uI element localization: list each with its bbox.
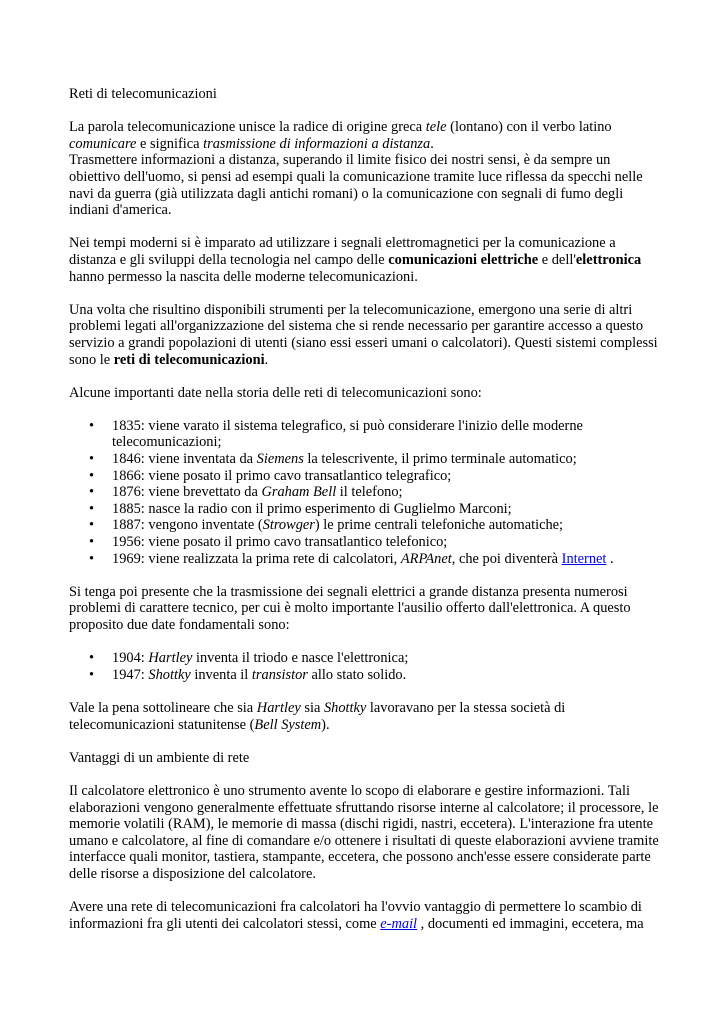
bullet-icon: • <box>89 451 95 468</box>
bullet-icon: • <box>89 666 95 683</box>
section-heading: Vantaggi di un ambiente di rete <box>69 749 250 766</box>
bullet-icon: • <box>89 500 95 517</box>
list-item: • 1956: viene posato il primo cavo transatlantico telefonico; <box>89 534 448 551</box>
list-item: • 1904: Hartley inventa il triodo e nasce l'elettronica; <box>89 650 409 667</box>
bullet-icon: • <box>89 417 95 434</box>
list-item: • 1876: viene brevettato da Graham Bell il telefono; <box>89 484 403 501</box>
list-item: • 1947: Shottky inventa il transistor allo stato solido. <box>89 666 407 683</box>
bullet-icon: • <box>89 534 95 551</box>
intro-paragraph: La parola telecomunicazione unisce la radice di origine greca tele (lontano) con il verbo latino comunicare e significa trasmissione di informazioni a distanza. Trasmettere informazioni a distanza, superando il limite fisico dei nostri sensi, è da sempre un obiettivo dell'uomo, si pensi ad esempi quali la comunicazione tramite luce riflessa da specchi nelle navi da guerra (già utilizzata dagli antichi romani) o la comunicazione con segnali di fumo degli indiani d'america. <box>69 119 643 219</box>
email-link[interactable]: e-mail <box>380 915 418 932</box>
list-item: • 1866: viene posato il primo cavo transatlantico telegrafico; <box>89 467 452 484</box>
list-item: • 1969: viene realizzata la prima rete di calcolatori, ARPAnet, che poi diventerà Internet . <box>89 550 614 567</box>
electronics-paragraph: Si tenga poi presente che la trasmissione dei segnali elettrici a grande distanza presenta numerosi problemi di carattere tecnico, per cui è molto importante l'ausilio offerto dall'elettronica. A questo proposito due date fondamentali sono: <box>69 583 631 633</box>
list-item: • 1835: viene varato il sistema telegrafico, si può considerare l'inizio delle moderne telecomunicazioni; <box>89 417 583 451</box>
bullet-icon: • <box>89 467 95 484</box>
list-item: • 1846: viene inventata da Siemens la telescrivente, il primo terminale automatico; <box>89 451 577 468</box>
electronics-dates-list <box>69 650 659 683</box>
modern-times-paragraph: Nei tempi moderni si è imparato ad utilizzare i segnali elettromagnetici per la comunicazione a distanza e gli sviluppi della tecnologia nel campo delle comunicazioni elettriche e dell'elettronica hanno permesso la nascita delle moderne telecomunicazioni. <box>69 235 642 285</box>
list-item: • 1887: vengono inventate (Strowger) le prime centrali telefoniche automatiche; <box>89 517 564 534</box>
list-item: • 1885: nasce la radio con il primo esperimento di Guglielmo Marconi; <box>89 500 512 517</box>
internet-link[interactable]: Internet <box>561 550 607 567</box>
page-title: Reti di telecomunicazioni <box>69 86 217 102</box>
bullet-icon: • <box>89 484 95 501</box>
bullet-icon: • <box>89 517 95 534</box>
bell-system-paragraph: Vale la pena sottolineare che sia Hartley sia Shottky lavoravano per la stessa società di telecomunicazioni statunitense (Bell System). <box>69 699 566 733</box>
document-body <box>69 86 659 949</box>
computer-paragraph: Il calcolatore elettronico è uno strumento avente lo scopo di elaborare e gestire informazioni. Tali elaborazioni vengono generalmente effettuate sfruttando risorse interne al calcolatore; il processore, le memorie volatili (RAM), le memorie di massa (dischi rigidi, nastri, eccetera). L'interazione fra utente umano e calcolatore, al fine di comandare e/o ottenere i risultati di queste elaborazioni avviene tramite interfacce quali monitor, tastiera, stampante, eccetera, che possono anch'esse essere considerate parte delle risorse a disposizione del calcolatore. <box>69 782 659 882</box>
network-advantage-paragraph: Avere una rete di telecomunicazioni fra calcolatori ha l'ovvio vantaggio di permettere lo scambio di informazioni fra gli utenti dei calcolatori stessi, come e-mail , documenti ed immagini, eccetera, ma <box>69 899 644 932</box>
bullet-icon: • <box>89 650 95 667</box>
dates-intro: Alcune importanti date nella storia delle reti di telecomunicazioni sono: <box>69 384 482 401</box>
bullet-icon: • <box>89 550 95 567</box>
networks-paragraph: Una volta che risultino disponibili strumenti per la telecomunicazione, emergono una serie di altri problemi legati all'organizzazione del sistema che si rende necessario per garantire accesso a questo servizio a grandi popolazioni di utenti (siano essi esseri umani o calcolatori). Questi sistemi complessi sono le reti di telecomunicazioni. <box>69 301 658 368</box>
history-dates-list <box>69 418 659 567</box>
